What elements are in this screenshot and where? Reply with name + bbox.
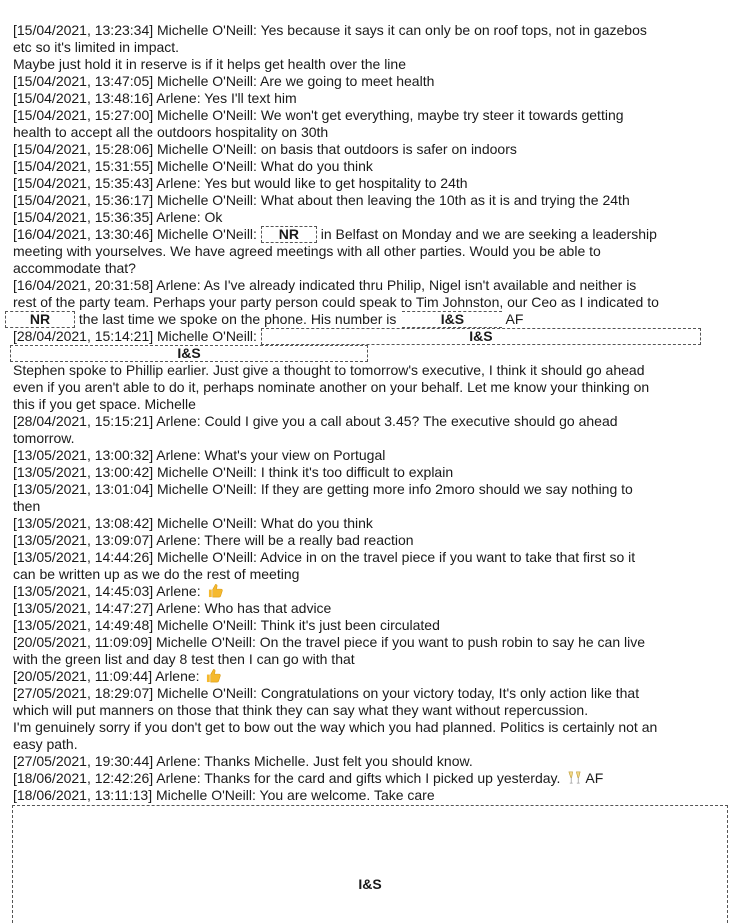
message-line: [15/04/2021, 15:28:06] Michelle O'Neill: on basis that outdoors is safer on indoors xyxy=(13,141,517,157)
message-text: in Belfast on Monday and we are seeking a leadership xyxy=(316,226,657,242)
message-line: [20/05/2021, 11:09:09] Michelle O'Neill: On the travel piece if you want to push robin to say he can live xyxy=(13,634,646,650)
message-line: tomorrow. xyxy=(13,430,75,446)
message-line: [15/04/2021, 13:48:16] Arlene: Yes I'll text him xyxy=(13,90,297,106)
message-line: [13/05/2021, 13:00:42] Michelle O'Neill: I think it's too difficult to explain xyxy=(13,464,454,480)
message-line: [27/05/2021, 18:29:07] Michelle O'Neill: Congratulations on your victory today, It's only action like that xyxy=(13,685,640,701)
message-line: [13/05/2021, 14:47:27] Arlene: Who has that advice xyxy=(13,600,332,616)
message-line: meeting with yourselves. We have agreed meetings with all other parties. Would you be able to xyxy=(13,243,601,259)
message-line: Stephen spoke to Phillip earlier. Just give a thought to tomorrow's executive, I think it should go ahead xyxy=(13,362,645,378)
message-line: [16/04/2021, 20:31:58] Arlene: As I've already indicated thru Philip, Nigel isn't available and neither is xyxy=(13,277,637,293)
message-line xyxy=(13,328,728,345)
message-line: [13/05/2021, 13:00:32] Arlene: What's your view on Portugal xyxy=(13,447,386,463)
message-block-b xyxy=(13,243,728,311)
message-text: [18/06/2021, 12:42:26] Arlene: Thanks for the card and gifts which I picked up yesterday. xyxy=(13,770,561,786)
message-text: [16/04/2021, 13:30:46] Michelle O'Neill: xyxy=(13,226,261,242)
message-line xyxy=(13,226,728,243)
message-line: [13/05/2021, 13:01:04] Michelle O'Neill: If they are getting more info 2moro should we say nothing to xyxy=(13,481,633,497)
redaction-label: I&S xyxy=(358,876,382,892)
message-text: [28/04/2021, 15:14:21] Michelle O'Neill: xyxy=(13,328,257,344)
message-line: then xyxy=(13,498,41,514)
message-line: [15/04/2021, 13:23:34] Michelle O'Neill: Yes because it says it can only be on roof tops, not in gazebos xyxy=(13,22,647,38)
redaction-box-nr: NR xyxy=(5,311,75,328)
message-line xyxy=(13,583,728,600)
message-line: which will put manners on those that think they can say what they want without repercussion. xyxy=(13,702,589,718)
message-line xyxy=(13,668,728,685)
message-line: [28/04/2021, 15:15:21] Arlene: Could I give you a call about 3.45? The executive should go ahead xyxy=(13,413,618,429)
clinking-glasses-emoji-icon xyxy=(567,770,582,785)
message-line xyxy=(13,345,728,362)
message-block-d xyxy=(13,600,728,668)
message-block-c xyxy=(13,362,728,583)
message-text: AF xyxy=(502,311,524,327)
message-line: [15/04/2021, 15:36:35] Arlene: Ok xyxy=(13,209,223,225)
message-line: [13/05/2021, 14:44:26] Michelle O'Neill: Advice in on the travel piece if you want to take that first so it xyxy=(13,549,636,565)
message-line: [27/05/2021, 19:30:44] Arlene: Thanks Michelle. Just felt you should know. xyxy=(13,753,473,769)
chat-transcript xyxy=(13,22,728,804)
message-line: I'm genuinely sorry if you don't get to bow out the way which you had planned. Politics is certainly not an xyxy=(13,719,658,735)
message-line xyxy=(13,311,728,328)
message-text: [18/06/2021, 13:11:13] Michelle O'Neill: You are welcome. Take care xyxy=(13,787,435,803)
message-line: [15/04/2021, 15:35:43] Arlene: Yes but would like to get hospitality to 24th xyxy=(13,175,468,191)
message-line xyxy=(13,770,728,787)
message-line xyxy=(13,787,728,804)
message-text: AF xyxy=(585,770,604,786)
message-line: health to accept all the outdoors hospitality on 30th xyxy=(13,124,329,140)
message-line: this if you get space. Michelle xyxy=(13,396,196,412)
message-line: [15/04/2021, 13:47:05] Michelle O'Neill: Are we going to meet health xyxy=(13,73,435,89)
message-line: [13/05/2021, 13:08:42] Michelle O'Neill: What do you think xyxy=(13,515,373,531)
redaction-box-large xyxy=(12,805,728,923)
redaction-box-nr: NR xyxy=(261,226,317,243)
message-line: accommodate that? xyxy=(13,260,136,276)
message-line: [13/05/2021, 13:09:07] Arlene: There will be a really bad reaction xyxy=(13,532,414,548)
message-line: even if you aren't able to do it, perhaps nominate another on your behalf. Let me know your thinking on xyxy=(13,379,650,395)
thumbs-up-emoji-icon xyxy=(208,583,223,598)
message-line: Maybe just hold it in reserve is if it helps get health over the line xyxy=(13,56,406,72)
message-line: etc so it's limited in impact. xyxy=(13,39,180,55)
message-line: rest of the party team. Perhaps your party person could speak to Tim Johnston, our Ceo as I indicated to xyxy=(13,294,659,310)
message-text: [20/05/2021, 11:09:44] Arlene: xyxy=(13,668,200,684)
redaction-box-is: I&S xyxy=(402,311,502,328)
message-line: with the green list and day 8 test then I can go with that xyxy=(13,651,355,667)
message-block-e xyxy=(13,685,728,770)
redaction-box-is: I&S xyxy=(261,328,701,345)
message-line: [15/04/2021, 15:36:17] Michelle O'Neill: What about then leaving the 10th as it is and trying the 24th xyxy=(13,192,630,208)
message-line: [15/04/2021, 15:31:55] Michelle O'Neill: What do you think xyxy=(13,158,373,174)
redaction-box-is: I&S xyxy=(10,345,368,362)
message-block-a xyxy=(13,22,728,226)
message-line: [15/04/2021, 15:27:00] Michelle O'Neill: We won't get everything, maybe try steer it towards getting xyxy=(13,107,624,123)
message-line: easy path. xyxy=(13,736,78,752)
thumbs-up-emoji-icon xyxy=(206,668,221,683)
message-text: the last time we spoke on the phone. His number is xyxy=(75,311,397,327)
message-text: [13/05/2021, 14:45:03] Arlene: xyxy=(13,583,201,599)
message-line: [13/05/2021, 14:49:48] Michelle O'Neill: Think it's just been circulated xyxy=(13,617,440,633)
message-line: can be written up as we do the rest of meeting xyxy=(13,566,300,582)
